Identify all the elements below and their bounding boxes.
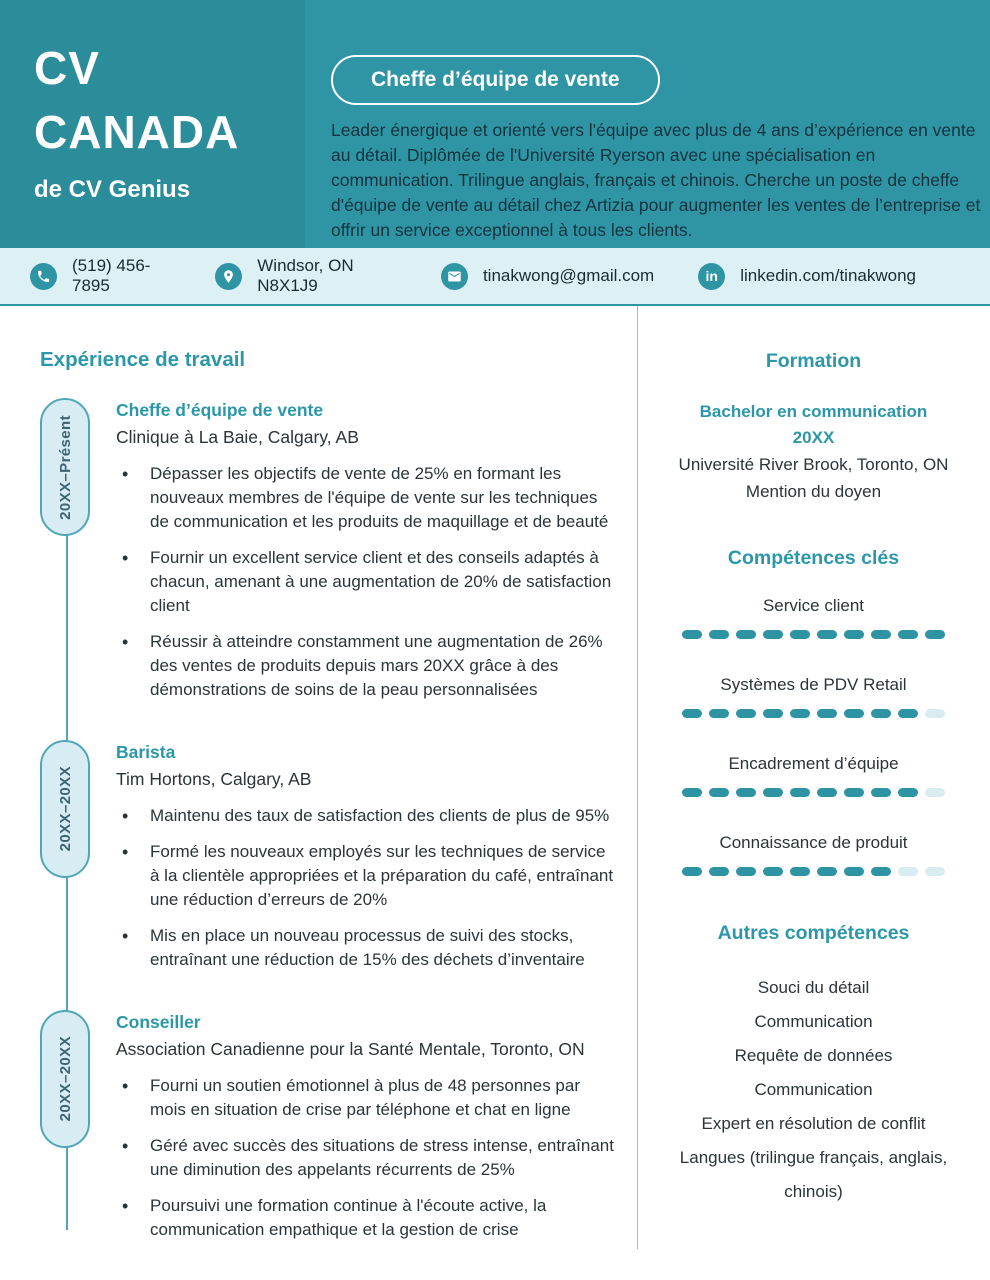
- skill-item: [655, 833, 972, 876]
- linkedin-text[interactable]: linkedin.com/tinakwong: [740, 266, 916, 285]
- skill-dash: [790, 709, 810, 718]
- skill-dash: [790, 867, 810, 876]
- skill-dash: [817, 788, 837, 797]
- other-skills-section: [655, 922, 972, 1209]
- skill-dash: [844, 788, 864, 797]
- job-timeline-cell: [40, 1010, 116, 1254]
- skill-dash: [682, 867, 702, 876]
- skill-dash: [925, 630, 945, 639]
- skill-dash: [709, 788, 729, 797]
- other-skill-item: Requête de données: [734, 1046, 893, 1065]
- skill-dash: [898, 867, 918, 876]
- skill-dash: [736, 788, 756, 797]
- job-bullet: • Géré avec succès des situations de stress intense, entraînant une diminution des appelants récurrents de 25%: [116, 1134, 615, 1182]
- education-school: Université River Brook, Toronto, ON: [678, 455, 949, 474]
- skill-item: [655, 596, 972, 639]
- job-entry: [40, 740, 615, 984]
- job-company: Clinique à La Baie, Calgary, AB: [116, 427, 359, 447]
- brand-title-line1: CV: [34, 42, 100, 94]
- skill-dash: [844, 630, 864, 639]
- skill-dash: [871, 788, 891, 797]
- skill-dash: [763, 788, 783, 797]
- job-bullet-list: [116, 804, 615, 972]
- education-honor: Mention du doyen: [745, 482, 882, 501]
- skill-dash: [763, 867, 783, 876]
- job-bullet: • Maintenu des taux de satisfaction des clients de plus de 95%: [116, 804, 615, 828]
- skill-dash: [763, 630, 783, 639]
- profile-summary: Leader énergique et orienté vers l'équipe avec plus de 4 ans d’expérience en vente au détail. Diplômée de l'Université Ryerson avec une spécialisation en communication. Trilingue anglais, français et chinois. Cherche un poste de cheffe d'équipe de vente au détail chez Artizia pour augmenter les ventes de l’entreprise et offrir un service exceptionnel à tous les clients.: [331, 120, 981, 241]
- skill-dash: [817, 709, 837, 718]
- skill-dash: [871, 709, 891, 718]
- job-title: Cheffe d’équipe de vente: [116, 400, 324, 420]
- skill-dash: [736, 709, 756, 718]
- linkedin-icon: in: [698, 263, 725, 290]
- skill-level-bar: [655, 709, 972, 718]
- location-text: Windsor, ON N8X1J9: [257, 256, 354, 295]
- skill-dash: [844, 709, 864, 718]
- skill-level-bar: [655, 630, 972, 639]
- skill-dash: [925, 867, 945, 876]
- education-heading: Formation: [765, 350, 862, 372]
- skill-dash: [817, 867, 837, 876]
- skill-dash: [682, 788, 702, 797]
- contact-email[interactable]: [441, 263, 654, 290]
- date-pill: [40, 740, 90, 878]
- other-skill-item: Communication: [754, 1080, 873, 1099]
- contact-linkedin[interactable]: [698, 263, 916, 290]
- sidebar: [637, 306, 990, 1280]
- other-skills-list: [655, 971, 972, 1209]
- job-entry: [40, 1010, 615, 1254]
- phone-number: (519) 456-7895: [72, 256, 151, 295]
- job-bullet: • Poursuivi une formation continue à l'écoute active, la communication empathique et la gestion de crise: [116, 1194, 615, 1242]
- skill-dash: [709, 709, 729, 718]
- date-range: 20XX–20XX: [56, 1036, 74, 1122]
- skill-dash: [871, 867, 891, 876]
- other-skill-item: Expert en résolution de conflit: [701, 1114, 926, 1133]
- other-skills-heading: Autres compétences: [717, 922, 910, 944]
- header-right: [305, 0, 990, 248]
- skill-level-bar: [655, 867, 972, 876]
- skill-dash: [709, 630, 729, 639]
- skill-dash: [898, 788, 918, 797]
- skill-dash: [682, 630, 702, 639]
- skill-label: Systèmes de PDV Retail: [720, 675, 907, 694]
- job-entry: [40, 398, 615, 714]
- skill-dash: [736, 630, 756, 639]
- skill-dash: [898, 709, 918, 718]
- skill-label: Service client: [762, 596, 865, 615]
- job-timeline-cell: [40, 740, 116, 984]
- job-bullet-list: [116, 462, 615, 702]
- contact-bar: [0, 248, 990, 306]
- date-pill: [40, 398, 90, 536]
- contact-location: [215, 256, 397, 296]
- job-bullet: • Dépasser les objectifs de vente de 25% en formant les nouveaux membres de l'équipe de vente sur les techniques de communication et les produits de maquillage et de beauté: [116, 462, 615, 534]
- job-timeline-cell: [40, 398, 116, 714]
- experience-timeline: [40, 398, 615, 1254]
- other-skill-item: Souci du détail: [757, 978, 870, 997]
- education-section: [655, 350, 972, 505]
- skill-dash: [844, 867, 864, 876]
- column-divider: [637, 306, 638, 1249]
- skill-dash: [736, 867, 756, 876]
- experience-heading: Expérience de travail: [40, 348, 246, 371]
- other-skill-item: Communication: [754, 1012, 873, 1031]
- skill-dash: [898, 630, 918, 639]
- job-content: [116, 740, 615, 984]
- header: [0, 0, 990, 248]
- phone-icon: [30, 263, 57, 290]
- skill-dash: [925, 788, 945, 797]
- skill-label: Encadrement d’équipe: [728, 754, 899, 773]
- skill-item: [655, 754, 972, 797]
- date-range: 20XX–20XX: [56, 766, 74, 852]
- skill-dash: [817, 630, 837, 639]
- date-range: 20XX–Présent: [56, 414, 74, 520]
- education-degree: Bachelor en communication: [699, 402, 928, 421]
- brand-block: [0, 0, 305, 248]
- location-pin-icon: [215, 263, 242, 290]
- job-company: Association Canadienne pour la Santé Mentale, Toronto, ON: [116, 1039, 585, 1059]
- main-content: [0, 306, 990, 1280]
- role-title-pill: Cheffe d’équipe de vente: [331, 55, 660, 105]
- skill-dash: [682, 709, 702, 718]
- education-year: 20XX: [792, 428, 835, 447]
- job-bullet: • Réussir à atteindre constamment une augmentation de 26% des ventes de produits depuis mars 20XX grâce à des démonstrations de soins de la peau personnalisées: [116, 630, 615, 702]
- email-text[interactable]: tinakwong@gmail.com: [482, 266, 655, 285]
- skill-dash: [925, 709, 945, 718]
- job-bullet: • Fournir un excellent service client et des conseils adaptés à chacun, amenant à une augmentation de 20% de satisfaction client: [116, 546, 615, 618]
- job-content: [116, 398, 615, 714]
- job-title: Conseiller: [116, 1012, 201, 1032]
- job-company: Tim Hortons, Calgary, AB: [116, 769, 312, 789]
- brand-subtitle: de CV Genius: [34, 176, 191, 203]
- skill-dash: [871, 630, 891, 639]
- key-skills-heading: Compétences clés: [727, 547, 900, 569]
- key-skills-section: [655, 547, 972, 876]
- job-bullet: • Mis en place un nouveau processus de suivi des stocks, entraînant une réduction de 15% des déchets d’inventaire: [116, 924, 615, 972]
- skill-level-bar: [655, 788, 972, 797]
- job-bullet-list: [116, 1074, 615, 1242]
- brand-title-line2: CANADA: [34, 106, 240, 158]
- envelope-icon: [441, 263, 468, 290]
- skill-dash: [709, 867, 729, 876]
- skill-dash: [790, 788, 810, 797]
- contact-phone: [30, 256, 171, 296]
- experience-section: [0, 306, 637, 1280]
- job-title: Barista: [116, 742, 176, 762]
- other-skill-item: Langues (trilingue français, anglais, chinois): [679, 1148, 948, 1201]
- skill-dash: [790, 630, 810, 639]
- job-content: [116, 1010, 615, 1254]
- date-pill: [40, 1010, 90, 1148]
- job-bullet: • Fourni un soutien émotionnel à plus de 48 personnes par mois en situation de crise par téléphone et chat en ligne: [116, 1074, 615, 1122]
- skill-label: Connaissance de produit: [719, 833, 908, 852]
- skill-dash: [763, 709, 783, 718]
- skill-item: [655, 675, 972, 718]
- job-bullet: • Formé les nouveaux employés sur les techniques de service à la clientèle appropriées et la préparation du café, entraînant une réduction d’erreurs de 20%: [116, 840, 615, 912]
